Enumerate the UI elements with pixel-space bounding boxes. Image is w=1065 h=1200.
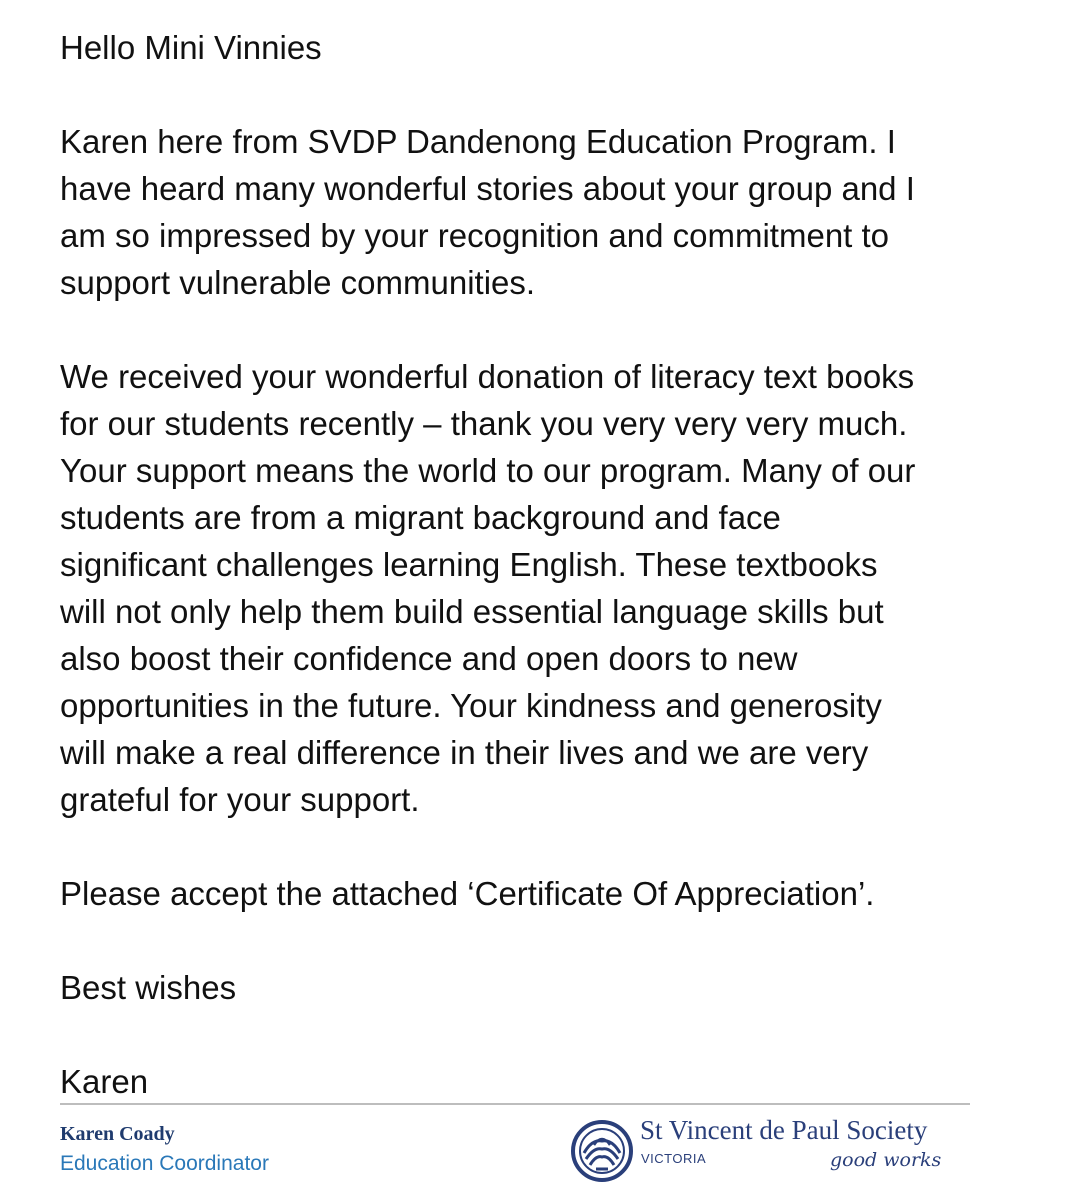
org-logo xyxy=(570,1115,970,1190)
signature-divider xyxy=(60,1103,970,1105)
signature-name: Karen Coady xyxy=(60,1123,175,1145)
svdp-emblem-icon xyxy=(570,1119,634,1183)
org-tagline: good works xyxy=(830,1149,942,1171)
email-paragraph-thanks: We received your wonderful donation of literacy text books for our students recently – thank you very very very much. Your support means the world to our program. Many of our students are from a migrant background and face significant challenges learning English. These textbooks will not only help them build essential language skills but also boost their confidence and open doors to new opportunities in the future. Your kindness and generosity will make a real difference in their lives and we are very grateful for your support. xyxy=(60,358,916,818)
email-closing: Best wishes xyxy=(60,969,237,1006)
email-paragraph-intro: Karen here from SVDP Dandenong Education Program. I have heard many wonderful stories about your group and I am so impressed by your recognition and commitment to support vulnerable communities. xyxy=(60,123,915,301)
org-name: St Vincent de Paul Society xyxy=(640,1115,928,1145)
email-paragraph-certificate: Please accept the attached ‘Certificate Of Appreciation’. xyxy=(60,875,875,912)
email-greeting: Hello Mini Vinnies xyxy=(60,29,322,66)
email-body xyxy=(60,24,1020,1105)
org-state: VICTORIA xyxy=(641,1151,707,1166)
signature-title: Education Coordinator xyxy=(60,1152,269,1175)
email-sender-name: Karen xyxy=(60,1063,149,1100)
